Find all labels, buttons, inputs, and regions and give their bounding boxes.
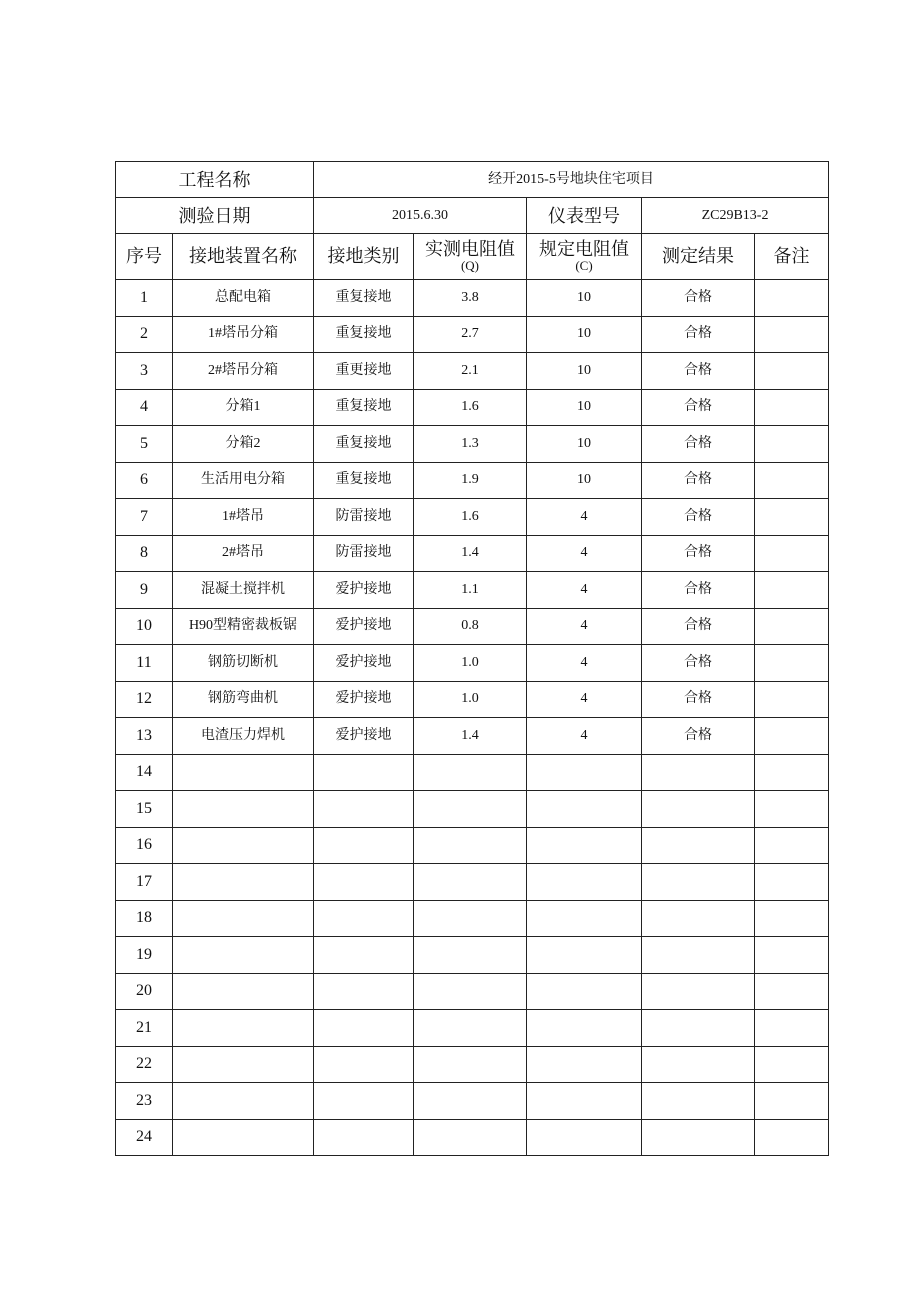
test-result-cell: 合格 [642, 353, 755, 390]
row-number-cell: 18 [116, 900, 173, 937]
grounding-type-cell [314, 973, 414, 1010]
header-specified [527, 234, 642, 280]
test-result-cell: 合格 [642, 426, 755, 463]
remark-cell [755, 499, 829, 536]
remark-cell [755, 645, 829, 682]
device-name-cell [173, 973, 314, 1010]
row-number-cell: 15 [116, 791, 173, 828]
remark-cell [755, 1010, 829, 1047]
test-result-cell [642, 973, 755, 1010]
table-row [116, 426, 829, 463]
test-result-cell [642, 1083, 755, 1120]
column-header-row [116, 234, 829, 280]
table-row [116, 973, 829, 1010]
remark-cell [755, 791, 829, 828]
device-name-cell [173, 864, 314, 901]
row-number-cell: 17 [116, 864, 173, 901]
row-number-cell: 12 [116, 681, 173, 718]
meter-model-label: 仪表型号 [527, 198, 642, 234]
row-number-cell: 3 [116, 353, 173, 390]
table-row [116, 499, 829, 536]
table-row [116, 645, 829, 682]
row-number-cell: 11 [116, 645, 173, 682]
measured-resistance-cell [414, 827, 527, 864]
header-remark: 备注 [755, 234, 829, 280]
device-name-cell: 1#塔吊 [173, 499, 314, 536]
remark-cell [755, 1046, 829, 1083]
test-result-cell [642, 1010, 755, 1047]
date-meter-row [116, 198, 829, 234]
measured-resistance-cell: 3.8 [414, 280, 527, 317]
grounding-type-cell [314, 1010, 414, 1047]
table-row [116, 864, 829, 901]
test-result-cell: 合格 [642, 718, 755, 755]
grounding-resistance-table [115, 161, 829, 1156]
specified-resistance-cell: 4 [527, 535, 642, 572]
header-type: 接地类别 [314, 234, 414, 280]
device-name-cell [173, 1010, 314, 1047]
measured-resistance-cell: 1.0 [414, 681, 527, 718]
table-row [116, 754, 829, 791]
row-number-cell: 1 [116, 280, 173, 317]
specified-resistance-cell [527, 1046, 642, 1083]
device-name-cell: 混凝土搅拌机 [173, 572, 314, 609]
specified-resistance-cell [527, 1010, 642, 1047]
row-number-cell: 4 [116, 389, 173, 426]
device-name-cell [173, 1046, 314, 1083]
measured-resistance-cell [414, 754, 527, 791]
table-row [116, 681, 829, 718]
row-number-cell: 8 [116, 535, 173, 572]
grounding-type-cell [314, 1119, 414, 1156]
row-number-cell: 24 [116, 1119, 173, 1156]
header-result: 测定结果 [642, 234, 755, 280]
remark-cell [755, 316, 829, 353]
specified-resistance-cell: 4 [527, 681, 642, 718]
test-result-cell: 合格 [642, 389, 755, 426]
row-number-cell: 9 [116, 572, 173, 609]
grounding-type-cell [314, 864, 414, 901]
device-name-cell: 钢筋切断机 [173, 645, 314, 682]
test-result-cell [642, 900, 755, 937]
table-row [116, 462, 829, 499]
specified-resistance-cell [527, 754, 642, 791]
test-result-cell: 合格 [642, 316, 755, 353]
table-row [116, 1083, 829, 1120]
measured-resistance-cell [414, 791, 527, 828]
row-number-cell: 19 [116, 937, 173, 974]
project-name-value: 经开2015-5号地块住宅项目 [314, 162, 829, 198]
device-name-cell [173, 1119, 314, 1156]
device-name-cell [173, 1083, 314, 1120]
specified-resistance-cell [527, 864, 642, 901]
grounding-type-cell [314, 1083, 414, 1120]
grounding-type-cell: 重复接地 [314, 316, 414, 353]
test-result-cell: 合格 [642, 681, 755, 718]
device-name-cell: H90型精密裁板锯 [173, 608, 314, 645]
grounding-type-cell [314, 827, 414, 864]
specified-resistance-cell [527, 973, 642, 1010]
test-result-cell: 合格 [642, 608, 755, 645]
measured-resistance-cell: 1.6 [414, 389, 527, 426]
remark-cell [755, 535, 829, 572]
measured-resistance-cell: 1.4 [414, 535, 527, 572]
remark-cell [755, 572, 829, 609]
table-row [116, 1010, 829, 1047]
specified-resistance-cell: 10 [527, 353, 642, 390]
test-result-cell [642, 827, 755, 864]
specified-resistance-cell: 4 [527, 572, 642, 609]
measured-resistance-cell [414, 900, 527, 937]
measured-resistance-cell [414, 937, 527, 974]
row-number-cell: 20 [116, 973, 173, 1010]
specified-resistance-cell [527, 900, 642, 937]
grounding-type-cell [314, 900, 414, 937]
table-row [116, 791, 829, 828]
specified-resistance-cell: 10 [527, 462, 642, 499]
table-row [116, 389, 829, 426]
specified-resistance-cell [527, 937, 642, 974]
header-specified-label: 规定电阻值 [539, 238, 629, 259]
device-name-cell: 钢筋弯曲机 [173, 681, 314, 718]
remark-cell [755, 937, 829, 974]
remark-cell [755, 681, 829, 718]
measured-resistance-cell [414, 1010, 527, 1047]
table-row [116, 280, 829, 317]
test-result-cell: 合格 [642, 462, 755, 499]
remark-cell [755, 1119, 829, 1156]
table-row [116, 937, 829, 974]
device-name-cell: 分箱2 [173, 426, 314, 463]
measured-resistance-cell: 2.1 [414, 353, 527, 390]
device-name-cell: 电渣压力焊机 [173, 718, 314, 755]
table-row [116, 718, 829, 755]
remark-cell [755, 389, 829, 426]
device-name-cell [173, 827, 314, 864]
specified-resistance-cell [527, 1119, 642, 1156]
table-row [116, 1119, 829, 1156]
device-name-cell: 分箱1 [173, 389, 314, 426]
device-name-cell: 2#塔吊分箱 [173, 353, 314, 390]
project-name-label: 工程名称 [116, 162, 314, 198]
header-measured-unit: (Q) [460, 258, 480, 274]
remark-cell [755, 426, 829, 463]
test-result-cell [642, 754, 755, 791]
test-date-value: 2015.6.30 [314, 198, 527, 234]
test-result-cell: 合格 [642, 280, 755, 317]
remark-cell [755, 900, 829, 937]
grounding-type-cell: 爱护接地 [314, 645, 414, 682]
grounding-type-cell: 防雷接地 [314, 499, 414, 536]
remark-cell [755, 718, 829, 755]
device-name-cell [173, 791, 314, 828]
table-row [116, 353, 829, 390]
test-result-cell: 合格 [642, 572, 755, 609]
test-result-cell [642, 1119, 755, 1156]
project-row [116, 162, 829, 198]
device-name-cell: 生活用电分箱 [173, 462, 314, 499]
remark-cell [755, 608, 829, 645]
grounding-type-cell: 爱护接地 [314, 718, 414, 755]
meter-model-value: ZC29B13-2 [642, 198, 829, 234]
remark-cell [755, 827, 829, 864]
specified-resistance-cell [527, 1083, 642, 1120]
header-device: 接地装置名称 [173, 234, 314, 280]
remark-cell [755, 462, 829, 499]
remark-cell [755, 973, 829, 1010]
row-number-cell: 23 [116, 1083, 173, 1120]
device-name-cell [173, 937, 314, 974]
test-result-cell: 合格 [642, 535, 755, 572]
test-result-cell [642, 937, 755, 974]
device-name-cell: 2#塔吊 [173, 535, 314, 572]
device-name-cell: 总配电箱 [173, 280, 314, 317]
measured-resistance-cell [414, 973, 527, 1010]
specified-resistance-cell: 10 [527, 316, 642, 353]
grounding-type-cell: 重复接地 [314, 280, 414, 317]
row-number-cell: 22 [116, 1046, 173, 1083]
measured-resistance-cell: 1.1 [414, 572, 527, 609]
measured-resistance-cell [414, 864, 527, 901]
specified-resistance-cell: 4 [527, 645, 642, 682]
grounding-type-cell: 防雷接地 [314, 535, 414, 572]
test-result-cell: 合格 [642, 645, 755, 682]
grounding-type-cell [314, 1046, 414, 1083]
test-result-cell: 合格 [642, 499, 755, 536]
specified-resistance-cell: 4 [527, 499, 642, 536]
measured-resistance-cell [414, 1083, 527, 1120]
header-no: 序号 [116, 234, 173, 280]
test-result-cell [642, 864, 755, 901]
grounding-type-cell: 爱护接地 [314, 572, 414, 609]
header-measured [414, 234, 527, 280]
grounding-type-cell [314, 791, 414, 828]
grounding-type-cell: 重复接地 [314, 462, 414, 499]
measured-resistance-cell: 1.6 [414, 499, 527, 536]
row-number-cell: 7 [116, 499, 173, 536]
test-result-cell [642, 1046, 755, 1083]
remark-cell [755, 1083, 829, 1120]
grounding-type-cell: 重复接地 [314, 389, 414, 426]
grounding-type-cell: 爱护接地 [314, 608, 414, 645]
row-number-cell: 2 [116, 316, 173, 353]
measured-resistance-cell: 1.0 [414, 645, 527, 682]
remark-cell [755, 864, 829, 901]
device-name-cell [173, 900, 314, 937]
remark-cell [755, 754, 829, 791]
table-row [116, 316, 829, 353]
test-result-cell [642, 791, 755, 828]
device-name-cell [173, 754, 314, 791]
specified-resistance-cell: 4 [527, 718, 642, 755]
measured-resistance-cell: 0.8 [414, 608, 527, 645]
header-specified-unit: (C) [575, 258, 593, 274]
grounding-type-cell: 重更接地 [314, 353, 414, 390]
device-name-cell: 1#塔吊分箱 [173, 316, 314, 353]
test-date-label: 测验日期 [116, 198, 314, 234]
table-row [116, 535, 829, 572]
table-row [116, 608, 829, 645]
row-number-cell: 16 [116, 827, 173, 864]
specified-resistance-cell [527, 791, 642, 828]
measured-resistance-cell: 1.3 [414, 426, 527, 463]
measured-resistance-cell: 1.9 [414, 462, 527, 499]
row-number-cell: 14 [116, 754, 173, 791]
table-row [116, 827, 829, 864]
specified-resistance-cell: 10 [527, 426, 642, 463]
row-number-cell: 6 [116, 462, 173, 499]
header-measured-label: 实测电阻值 [425, 238, 515, 259]
measured-resistance-cell: 2.7 [414, 316, 527, 353]
measured-resistance-cell [414, 1046, 527, 1083]
specified-resistance-cell [527, 827, 642, 864]
table-row [116, 1046, 829, 1083]
remark-cell [755, 280, 829, 317]
table-row [116, 572, 829, 609]
row-number-cell: 13 [116, 718, 173, 755]
remark-cell [755, 353, 829, 390]
grounding-type-cell [314, 937, 414, 974]
specified-resistance-cell: 4 [527, 608, 642, 645]
measured-resistance-cell [414, 1119, 527, 1156]
grounding-type-cell: 爱护接地 [314, 681, 414, 718]
measured-resistance-cell: 1.4 [414, 718, 527, 755]
specified-resistance-cell: 10 [527, 389, 642, 426]
grounding-type-cell [314, 754, 414, 791]
specified-resistance-cell: 10 [527, 280, 642, 317]
row-number-cell: 10 [116, 608, 173, 645]
row-number-cell: 21 [116, 1010, 173, 1047]
table-row [116, 900, 829, 937]
row-number-cell: 5 [116, 426, 173, 463]
grounding-type-cell: 重复接地 [314, 426, 414, 463]
